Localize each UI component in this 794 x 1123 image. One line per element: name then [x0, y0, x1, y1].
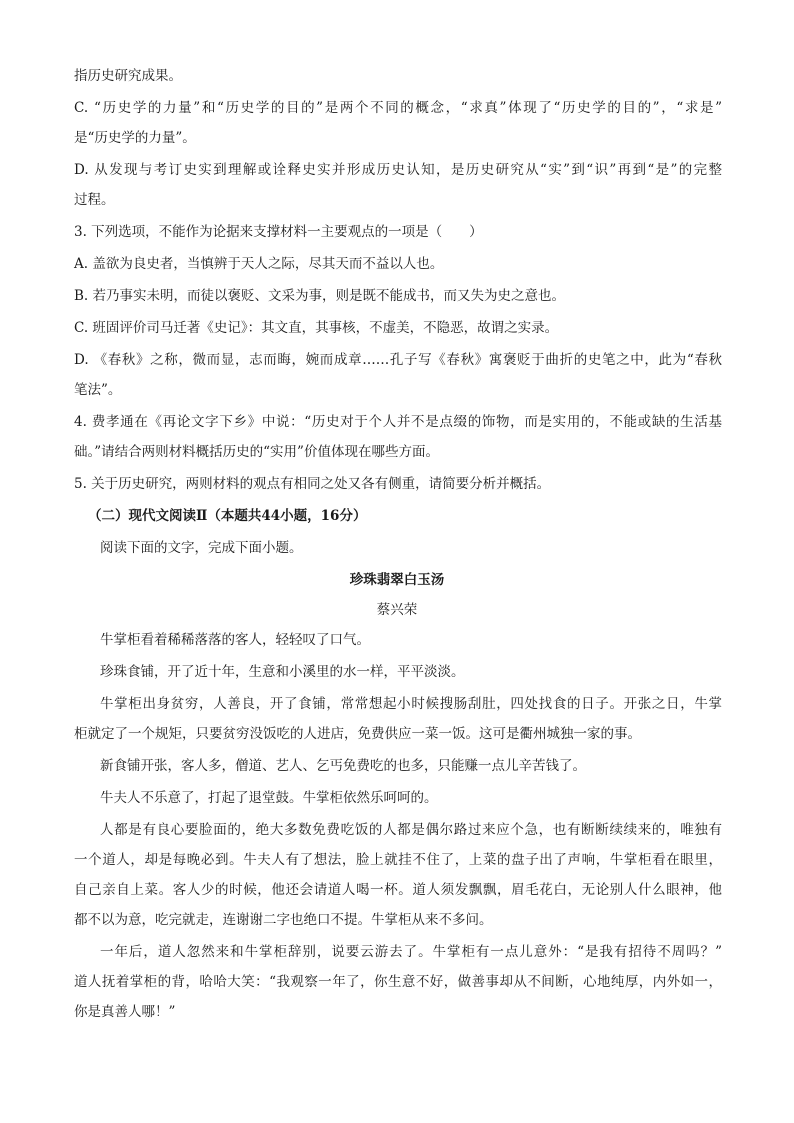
story-paragraph-2: 珍珠食铺，开了近十年，生意和小溪里的水一样，平平淡淡。: [100, 664, 465, 680]
story-paragraph-3-line-2: 柜就定了一个规矩，只要贫穷没饭吃的人进店，免费供应一菜一饭。这可是衢州城独一家的事。: [74, 726, 641, 742]
option-d-line-1: D. 从发现与考订史实到理解或诠释史实并形成历史认知，是历史研究从“实”到“识”再到“是”的完整: [74, 162, 722, 178]
option-d-line-2: 过程。: [74, 192, 115, 208]
question-4-line-1: 4. 费孝通在《再论文字下乡》中说：“历史对于个人并不是点缀的饰物，而是实用的，不能或缺的生活基: [74, 414, 722, 430]
story-paragraph-6-line-1: 人都是有良心要脸面的，绝大多数免费吃饭的人都是偶尔路过来应个急，也有断断续续来的，唯独有: [100, 822, 722, 838]
story-paragraph-6-line-3: 自己亲自上菜。客人少的时候，他还会请道人喝一杯。道人须发飘飘，眉毛花白，无论别人什么眼神，他: [74, 882, 722, 898]
story-author: 蔡兴荣: [376, 602, 418, 618]
question-3-option-b: B. 若乃事实未明，而徒以褒贬、文采为事，则是既不能成书，而又失为史之意也。: [74, 288, 566, 304]
option-b-continuation: 指历史研究成果。: [74, 68, 182, 84]
story-title: 珍珠翡翠白玉汤: [349, 572, 445, 588]
question-3-option-c: C. 班固评价司马迁著《史记》：其文直，其事核，不虚美，不隐恶，故谓之实录。: [74, 320, 559, 336]
story-paragraph-7-line-1: 一年后，道人忽然来和牛掌柜辞别，说要云游去了。牛掌柜有一点儿意外：“是我有招待不周吗？”: [100, 944, 722, 960]
story-paragraph-6-line-2: 一个道人，却是每晚必到。牛夫人有了想法，脸上就挂不住了，上菜的盘子出了声响，牛掌柜看在眼里，: [74, 852, 722, 868]
story-paragraph-7-line-3: 你是真善人哪！”: [74, 1004, 176, 1020]
story-paragraph-5: 牛夫人不乐意了，打起了退堂鼓。牛掌柜依然乐呵呵的。: [100, 790, 438, 806]
story-paragraph-3-line-1: 牛掌柜出身贫穷，人善良，开了食铺，常常想起小时候搜肠刮肚，四处找食的日子。开张之日，牛掌: [100, 696, 722, 712]
question-4-line-2: 础。”请结合两则材料概括历史的“实用”价值体现在哪些方面。: [74, 444, 439, 460]
story-paragraph-1: 牛掌柜看着稀稀落落的客人，轻轻叹了口气。: [100, 632, 370, 648]
question-3-stem: 3. 下列选项，不能作为论据来支撑材料一主要观点的一项是（ ）: [74, 224, 483, 240]
story-paragraph-7-line-2: 道人抚着掌柜的背，哈哈大笑：“我观察一年了，你生意不好，做善事却从不间断，心地纯厚，内外如一，: [74, 974, 722, 990]
story-paragraph-4: 新食铺开张，客人多，僧道、艺人、乞丐免费吃的也多，只能赚一点儿辛苦钱了。: [100, 758, 586, 774]
option-c-line-1: C. “历史学的力量”和“历史学的目的”是两个不同的概念，“求真”体现了“历史学的目的”，“求是”: [74, 100, 722, 116]
story-paragraph-6-line-4: 都不以为意，吃完就走，连谢谢二字也绝口不提。牛掌柜从来不多问。: [74, 912, 493, 928]
question-3-option-d-line-1: D. 《春秋》之称，微而显，志而晦，婉而成章……孔子写《春秋》寓褒贬于曲折的史笔之中，此为“春秋: [74, 352, 722, 368]
question-3-option-d-line-2: 笔法”。: [74, 382, 122, 398]
question-5: 5. 关于历史研究，两则材料的观点有相同之处又各有侧重，请简要分析并概括。: [74, 476, 551, 492]
section-instruction: 阅读下面的文字，完成下面小题。: [100, 540, 303, 556]
option-c-line-2: 是“历史学的力量”。: [74, 130, 196, 146]
question-3-option-a: A. 盖欲为良史者，当慎辨于天人之际，尽其天而不益以人也。: [74, 256, 444, 272]
section-heading: （二）现代文阅读Ⅱ（本题共44小题，16分）: [88, 508, 367, 524]
